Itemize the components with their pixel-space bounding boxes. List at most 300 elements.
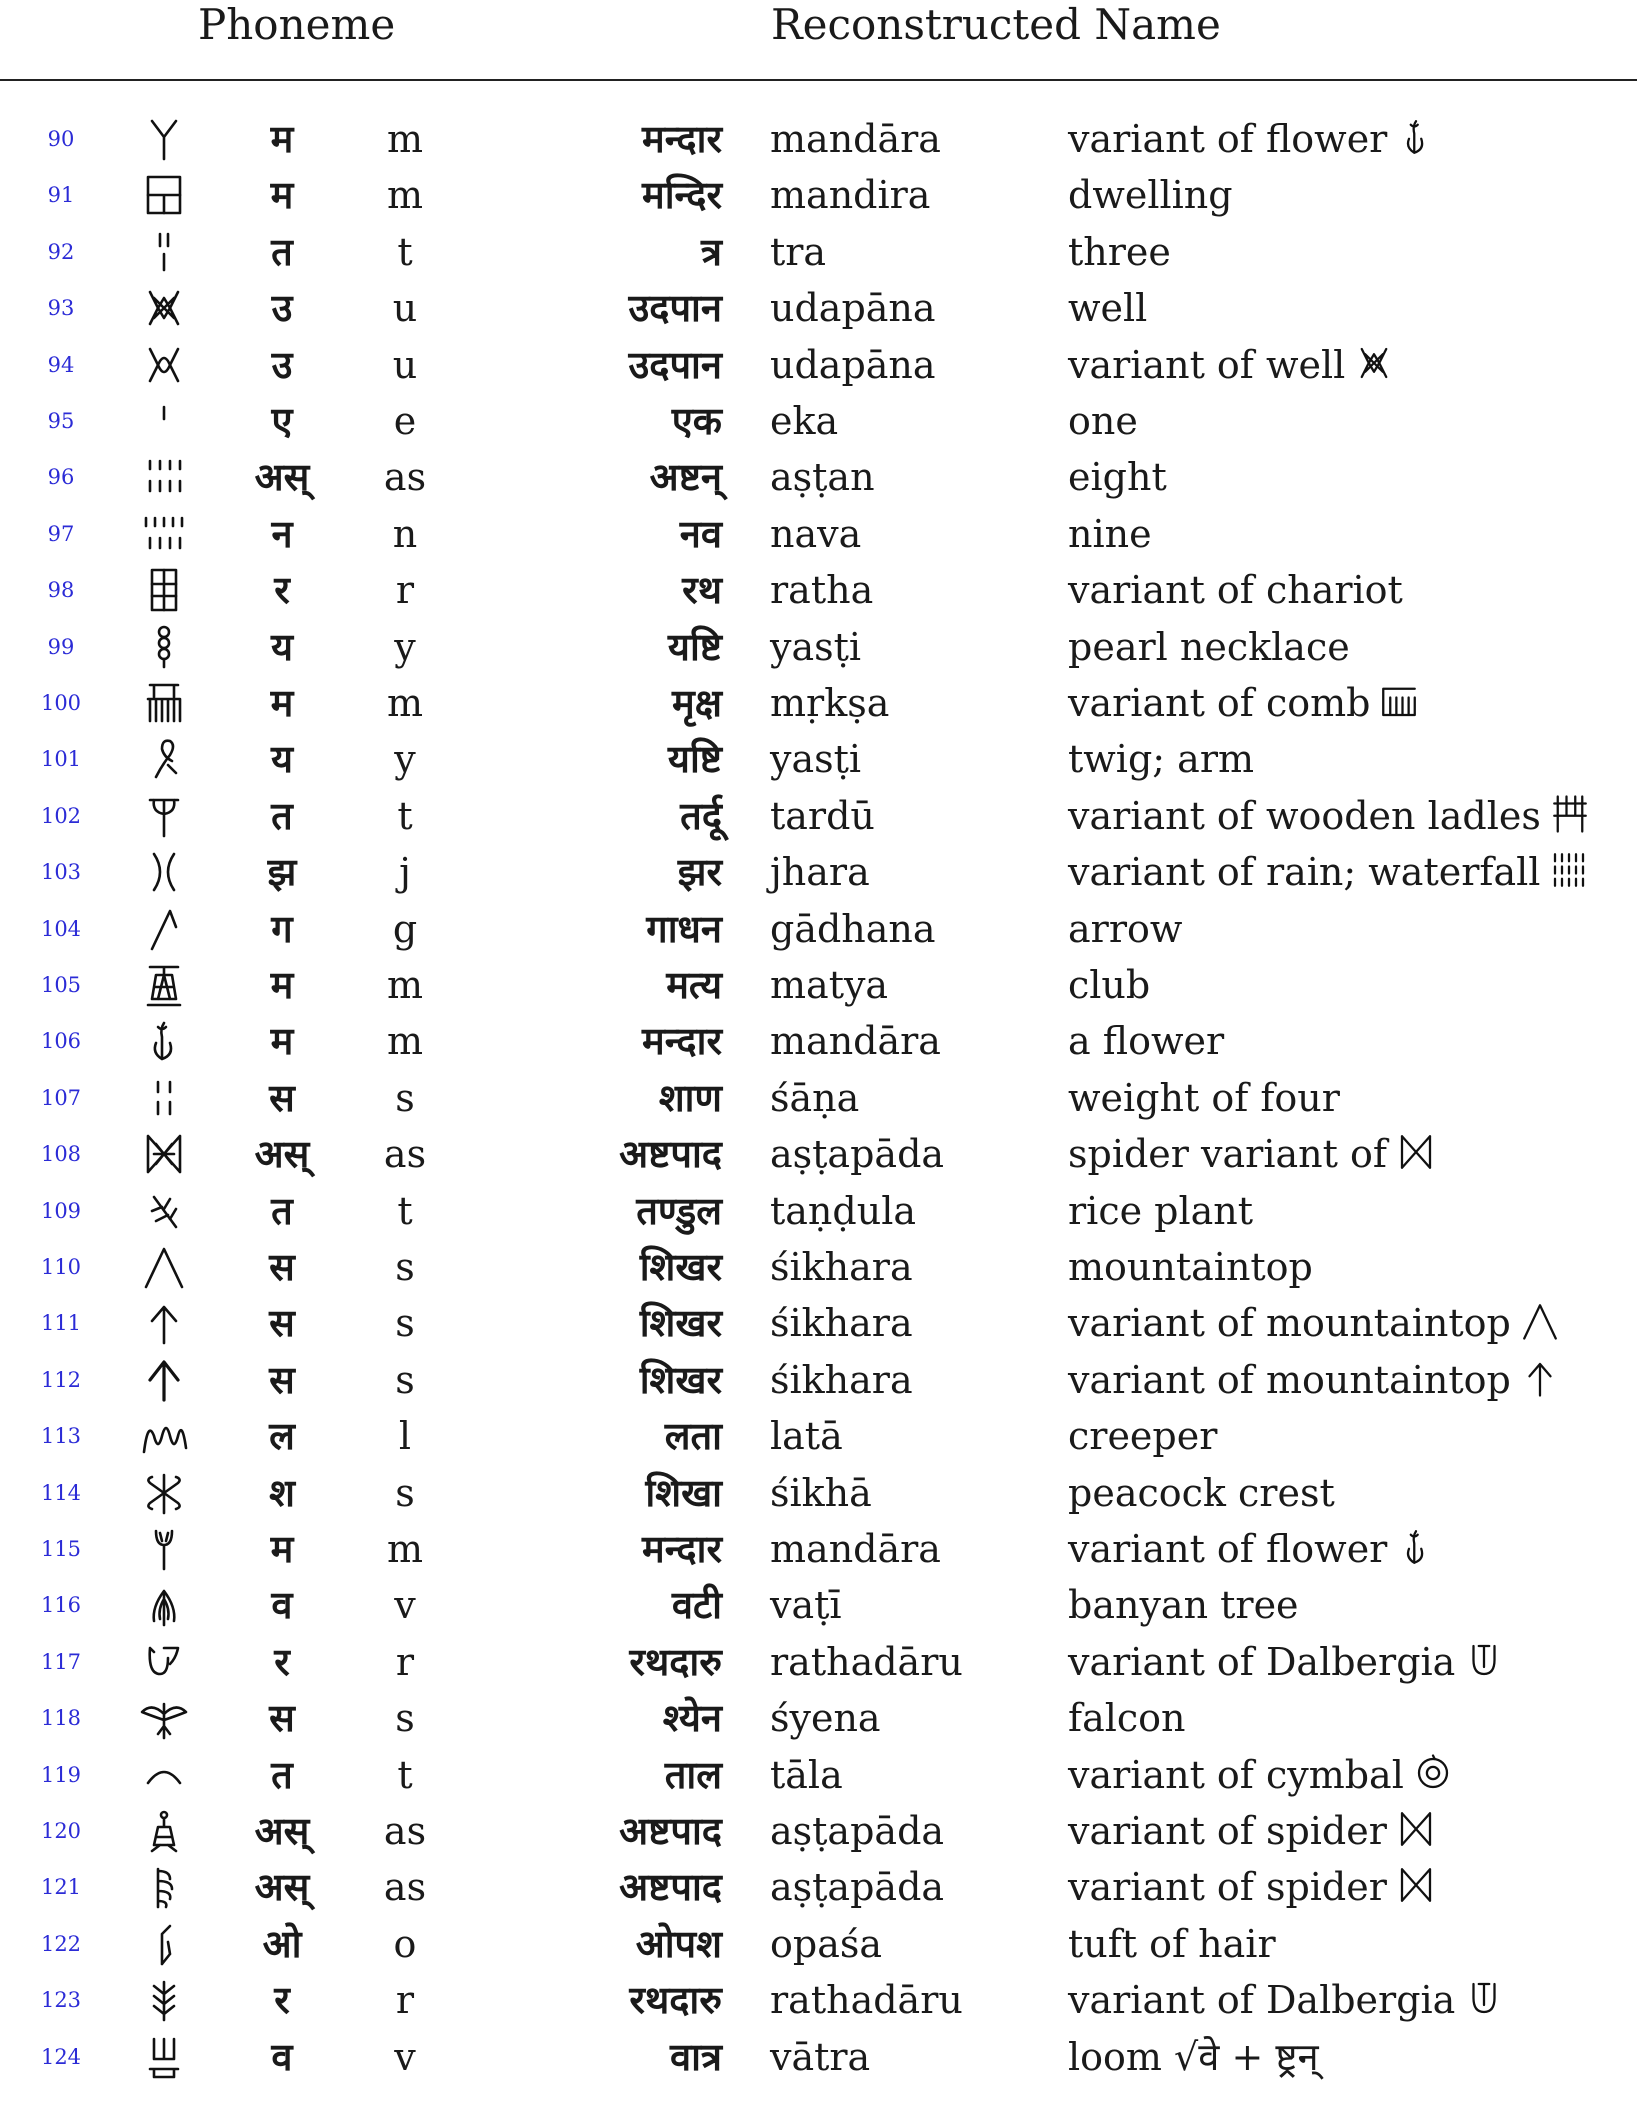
- meaning: [1068, 338, 1395, 392]
- four-strokes-icon: [140, 1074, 188, 1122]
- well-open-icon: [140, 341, 188, 389]
- sign-number-text: 117: [40, 1649, 82, 1674]
- sign-number-text: 96: [47, 465, 75, 490]
- phoneme-latin-text: r: [395, 1639, 415, 1684]
- sign-number: [30, 507, 92, 561]
- phoneme-latin-text: s: [395, 1357, 415, 1402]
- sign-number-text: 113: [40, 1424, 82, 1449]
- meaning: [1068, 112, 1437, 166]
- transliteration: [770, 338, 936, 392]
- sign-number: [30, 676, 92, 730]
- phoneme-latin: [360, 1748, 450, 1802]
- transliteration: [770, 1748, 843, 1802]
- sign-number-text: 111: [40, 1311, 82, 1336]
- sign-glyph: [130, 507, 198, 561]
- phoneme-devanagari-text: ओ: [262, 1921, 302, 1966]
- meaning: [1068, 1184, 1253, 1238]
- transliteration-text: nava: [770, 511, 862, 556]
- sanskrit-name: [540, 1409, 722, 1463]
- meaning: [1068, 1353, 1561, 1407]
- sign-glyph: [130, 1184, 198, 1238]
- meaning-text: one: [1068, 399, 1138, 443]
- meaning-text: variant of Dalbergia: [1068, 1978, 1456, 2023]
- rain-strokes-icon: [1548, 849, 1590, 891]
- sign-glyph: [130, 450, 198, 504]
- sign-glyph: [130, 620, 198, 674]
- phoneme-devanagari: [232, 1014, 332, 1068]
- boxed-grid-icon: [140, 171, 188, 219]
- table-row: [0, 1691, 1637, 1745]
- phoneme-latin: [360, 1917, 450, 1971]
- phoneme-devanagari-text: र: [274, 568, 290, 613]
- sanskrit-name-text: उदपान: [628, 286, 722, 331]
- meaning-text: banyan tree: [1068, 1583, 1299, 1628]
- transliteration: [770, 1296, 913, 1350]
- phoneme-latin: [360, 845, 450, 899]
- phoneme-latin: [360, 394, 450, 448]
- sanskrit-name-text: गाधन: [646, 906, 722, 951]
- phoneme-devanagari-text: न: [271, 511, 293, 556]
- transliteration: [770, 563, 873, 617]
- sign-number-text: 99: [47, 634, 75, 659]
- transliteration: [770, 2030, 870, 2084]
- phoneme-latin-text: n: [392, 511, 418, 556]
- well-hatched-icon: [1353, 342, 1395, 384]
- sign-glyph: [130, 1071, 198, 1125]
- meaning-text: three: [1068, 229, 1171, 274]
- meaning-text: variant of comb: [1068, 681, 1371, 725]
- table-row: [0, 563, 1637, 617]
- transliteration: [770, 789, 875, 843]
- sign-number: [30, 168, 92, 222]
- transliteration: [770, 507, 861, 561]
- meaning: [1068, 1804, 1437, 1858]
- table-row: [0, 1917, 1637, 1971]
- transliteration: [770, 1466, 872, 1520]
- phoneme-latin-text: s: [395, 1075, 415, 1120]
- meaning-text: mountaintop: [1068, 1245, 1313, 1289]
- table-row: [0, 281, 1637, 335]
- table-row: [0, 1014, 1637, 1068]
- phoneme-latin-text: r: [395, 1978, 415, 2023]
- transliteration-text: vātra: [770, 2034, 871, 2079]
- phoneme-latin-text: m: [386, 173, 424, 218]
- sanskrit-name-text: त्र: [701, 229, 722, 274]
- sanskrit-name: [540, 1014, 722, 1068]
- phoneme-latin-text: m: [386, 681, 424, 725]
- sanskrit-name: [540, 2030, 722, 2084]
- spider-icon: [1395, 1864, 1437, 1906]
- sign-number-text: 123: [40, 1988, 82, 2013]
- meaning-text: dwelling: [1068, 173, 1233, 218]
- sign-number: [30, 1973, 92, 2027]
- transliteration-text: vaṭī: [770, 1583, 842, 1628]
- phoneme-latin-text: u: [392, 286, 418, 331]
- phoneme-latin-text: m: [386, 1019, 424, 1064]
- sanskrit-name-text: अष्टन्: [649, 455, 722, 500]
- sign-glyph: [130, 394, 198, 448]
- table-row: [0, 394, 1637, 448]
- phoneme-latin-text: j: [399, 850, 411, 895]
- table-row: [0, 2030, 1637, 2084]
- phoneme-latin-text: y: [394, 737, 416, 782]
- phoneme-devanagari-text: उ: [271, 342, 293, 387]
- meaning-text: peacock crest: [1068, 1470, 1335, 1515]
- sign-glyph: [130, 676, 198, 730]
- phoneme-latin-text: s: [395, 1470, 415, 1515]
- sanskrit-name-text: रथदारु: [629, 1639, 722, 1684]
- transliteration: [770, 1014, 941, 1068]
- transliteration-text: aṣṭapāda: [770, 1809, 945, 1853]
- sanskrit-name-text: शिखा: [645, 1470, 722, 1515]
- sanskrit-name-text: झर: [677, 850, 722, 895]
- transliteration: [770, 1184, 916, 1238]
- sanskrit-name: [540, 168, 722, 222]
- phoneme-latin-text: t: [397, 1188, 413, 1233]
- mountaintop-icon: [140, 1243, 188, 1291]
- phoneme-devanagari-text: म: [270, 1527, 294, 1571]
- rain-brackets-icon: [140, 848, 188, 896]
- phoneme-latin: [360, 1466, 450, 1520]
- transliteration-text: gādhana: [770, 906, 936, 951]
- transliteration-text: mandāra: [770, 1019, 941, 1064]
- dalbergia-icon: [1463, 1639, 1505, 1681]
- phoneme-latin: [360, 338, 450, 392]
- meaning-text: well: [1068, 286, 1148, 331]
- transliteration: [770, 1409, 843, 1463]
- sanskrit-name: [540, 1296, 722, 1350]
- sanskrit-name: [540, 1804, 722, 1858]
- sign-number: [30, 1578, 92, 1632]
- phoneme-latin: [360, 620, 450, 674]
- transliteration-text: aṣṭapāda: [770, 1865, 945, 1910]
- sanskrit-name-text: वात्र: [670, 2034, 722, 2079]
- meaning: [1068, 1748, 1454, 1802]
- transliteration: [770, 902, 936, 956]
- phoneme-devanagari: [232, 2030, 332, 2084]
- meaning-text: variant of rain; waterfall: [1068, 850, 1541, 895]
- phoneme-devanagari: [232, 507, 332, 561]
- phoneme-latin: [360, 1184, 450, 1238]
- sanskrit-name-text: मन्दार: [641, 117, 722, 161]
- sanskrit-name-text: उदपान: [628, 342, 722, 387]
- transliteration-text: eka: [770, 399, 839, 443]
- sign-number-text: 95: [47, 409, 75, 433]
- transliteration: [770, 450, 875, 504]
- sanskrit-name: [540, 789, 722, 843]
- sanskrit-name: [540, 1466, 722, 1520]
- transliteration: [770, 281, 936, 335]
- phoneme-devanagari-text: म: [270, 1019, 294, 1064]
- sanskrit-name-text: शिखर: [639, 1357, 722, 1402]
- phoneme-latin: [360, 168, 450, 222]
- phoneme-latin-text: s: [395, 1245, 415, 1289]
- phoneme-devanagari: [232, 1466, 332, 1520]
- sanskrit-name-text: शाण: [658, 1075, 722, 1120]
- transliteration-text: latā: [770, 1414, 843, 1459]
- phoneme-latin-text: y: [394, 624, 416, 669]
- phoneme-devanagari: [232, 450, 332, 504]
- sanskrit-name-text: ताल: [664, 1752, 722, 1797]
- phoneme-devanagari-text: उ: [271, 286, 293, 331]
- sanskrit-name-text: मन्दार: [641, 1019, 722, 1064]
- table-row: [0, 1748, 1637, 1802]
- transliteration: [770, 1522, 941, 1576]
- sign-number: [30, 732, 92, 786]
- transliteration: [770, 1804, 944, 1858]
- sign-glyph: [130, 563, 198, 617]
- sign-number: [30, 1860, 92, 1914]
- transliteration: [770, 1127, 944, 1181]
- phoneme-devanagari-text: श: [269, 1470, 295, 1515]
- transliteration-text: aṣṭapāda: [770, 1132, 945, 1177]
- sign-number-text: 124: [40, 2044, 82, 2069]
- meaning: [1068, 1071, 1340, 1125]
- meaning: [1068, 281, 1147, 335]
- table-row: [0, 112, 1637, 166]
- phoneme-devanagari-text: ल: [269, 1414, 295, 1459]
- transliteration: [770, 1635, 963, 1689]
- transliteration-text: śikhara: [770, 1357, 913, 1402]
- spider-icon: [1395, 1131, 1437, 1173]
- transliteration-text: rathadāru: [770, 1639, 963, 1684]
- header-reconstructed-name: Reconstructed Name: [771, 0, 1221, 49]
- transliteration-text: taṇḍula: [770, 1188, 917, 1233]
- twig-arm-icon: [140, 735, 188, 783]
- transliteration-text: śikhara: [770, 1301, 913, 1346]
- phoneme-devanagari: [232, 789, 332, 843]
- meaning-text: a flower: [1068, 1019, 1225, 1064]
- transliteration: [770, 1973, 963, 2027]
- table-row: [0, 1804, 1637, 1858]
- single-stroke-icon: [140, 397, 188, 445]
- transliteration-text: rathadāru: [770, 1978, 963, 2023]
- table-row: [0, 902, 1637, 956]
- sign-number: [30, 1296, 92, 1350]
- transliteration-text: opaśa: [770, 1921, 883, 1966]
- phoneme-latin: [360, 1804, 450, 1858]
- phoneme-devanagari: [232, 1240, 332, 1294]
- transliteration-text: śikhara: [770, 1245, 913, 1289]
- sanskrit-name-text: नव: [679, 511, 722, 556]
- phoneme-devanagari-text: त: [271, 1752, 293, 1797]
- phoneme-latin-text: r: [395, 568, 415, 613]
- table-row: [0, 1184, 1637, 1238]
- table-row: [0, 1635, 1637, 1689]
- meaning-text: variant of cymbal: [1068, 1752, 1404, 1797]
- phoneme-devanagari-text: अस्: [254, 1865, 310, 1910]
- phoneme-devanagari: [232, 845, 332, 899]
- transliteration: [770, 845, 870, 899]
- sanskrit-name: [540, 394, 722, 448]
- transliteration-text: śikhā: [770, 1470, 872, 1515]
- phoneme-latin-text: as: [383, 1865, 427, 1910]
- transliteration-text: tra: [770, 229, 827, 274]
- sign-glyph: [130, 1014, 198, 1068]
- transliteration: [770, 168, 930, 222]
- sign-number-text: 114: [40, 1480, 82, 1505]
- table-row: [0, 1973, 1637, 2027]
- sign-number-text: 91: [47, 183, 75, 208]
- sign-number-text: 90: [47, 127, 75, 151]
- phoneme-devanagari-text: अस्: [254, 1132, 310, 1177]
- chariot-box-icon: [140, 566, 188, 614]
- meaning: [1068, 1296, 1561, 1350]
- table-row: [0, 1071, 1637, 1125]
- meaning-text: arrow: [1068, 906, 1183, 951]
- transliteration-text: śyena: [770, 1696, 881, 1741]
- branch-y-icon: [140, 115, 188, 163]
- phoneme-devanagari: [232, 1578, 332, 1632]
- sanskrit-name: [540, 1240, 722, 1294]
- club-icon: [140, 961, 188, 1009]
- sign-number: [30, 620, 92, 674]
- phoneme-devanagari: [232, 1860, 332, 1914]
- sign-number-text: 104: [40, 916, 82, 941]
- transliteration: [770, 958, 888, 1012]
- phoneme-latin: [360, 1522, 450, 1576]
- sanskrit-name-text: अष्टपाद: [619, 1809, 722, 1853]
- sign-number: [30, 1409, 92, 1463]
- sanskrit-name: [540, 620, 722, 674]
- transliteration: [770, 732, 861, 786]
- table-row: [0, 789, 1637, 843]
- table-row: [0, 168, 1637, 222]
- arc-icon: [140, 1751, 188, 1799]
- meaning: [1068, 1127, 1437, 1181]
- table-row: [0, 732, 1637, 786]
- table-row: [0, 620, 1637, 674]
- dalbergia-cup-icon: [140, 1638, 188, 1686]
- sanskrit-name-text: यष्टि: [667, 624, 722, 669]
- sanskrit-name-text: लता: [664, 1414, 722, 1459]
- transliteration: [770, 1578, 842, 1632]
- sign-glyph: [130, 789, 198, 843]
- meaning-text: spider variant of: [1068, 1132, 1387, 1177]
- sanskrit-name: [540, 1917, 722, 1971]
- phoneme-latin: [360, 1353, 450, 1407]
- sign-glyph: [130, 732, 198, 786]
- transliteration: [770, 225, 826, 279]
- table-row: [0, 958, 1637, 1012]
- arrow-angle-icon: [140, 905, 188, 953]
- arrow-up-thin-icon: [1519, 1357, 1561, 1399]
- ladle-icon: [140, 792, 188, 840]
- sign-number-text: 110: [40, 1255, 82, 1279]
- phoneme-latin-text: as: [383, 455, 427, 500]
- table-row: [0, 1127, 1637, 1181]
- phoneme-latin: [360, 1240, 450, 1294]
- sign-glyph: [130, 168, 198, 222]
- sign-number: [30, 1014, 92, 1068]
- phoneme-latin: [360, 112, 450, 166]
- phoneme-latin-text: l: [398, 1414, 412, 1459]
- phoneme-latin: [360, 902, 450, 956]
- phoneme-devanagari: [232, 281, 332, 335]
- table-row: [0, 507, 1637, 561]
- phoneme-devanagari: [232, 1522, 332, 1576]
- meaning: [1068, 1578, 1299, 1632]
- phoneme-devanagari: [232, 1127, 332, 1181]
- phoneme-latin-text: o: [393, 1921, 417, 1966]
- phoneme-devanagari: [232, 1804, 332, 1858]
- sign-glyph: [130, 1296, 198, 1350]
- sanskrit-name-text: मृक्ष: [672, 681, 722, 725]
- phoneme-devanagari-text: म: [270, 681, 294, 725]
- peacock-crest-icon: [140, 1469, 188, 1517]
- meaning-text: variant of flower: [1068, 117, 1388, 161]
- nine-strokes-icon: [140, 510, 188, 558]
- sign-number-text: 120: [40, 1819, 82, 1843]
- meaning-text: variant of flower: [1068, 1527, 1388, 1571]
- spider-curl-icon: [140, 1863, 188, 1911]
- sign-number: [30, 1748, 92, 1802]
- sign-glyph: [130, 1804, 198, 1858]
- phoneme-latin: [360, 225, 450, 279]
- phoneme-latin: [360, 1578, 450, 1632]
- spider-icon: [1395, 1808, 1437, 1850]
- sign-glyph: [130, 281, 198, 335]
- sign-number-text: 122: [40, 1931, 82, 1956]
- phoneme-devanagari-text: स: [269, 1696, 295, 1741]
- phoneme-devanagari: [232, 1071, 332, 1125]
- sign-glyph: [130, 2030, 198, 2084]
- transliteration-text: śāṇa: [770, 1075, 860, 1120]
- sign-number-text: 119: [40, 1762, 82, 1787]
- sign-number: [30, 281, 92, 335]
- phoneme-devanagari-text: य: [270, 737, 294, 782]
- meaning-text: variant of chariot: [1068, 568, 1403, 613]
- transliteration-text: ratha: [770, 568, 874, 613]
- meaning-text: eight: [1068, 455, 1167, 500]
- transliteration: [770, 620, 861, 674]
- phoneme-latin: [360, 1635, 450, 1689]
- creeper-wave-icon: [140, 1412, 188, 1460]
- dalbergia-icon: [1463, 1977, 1505, 2019]
- phoneme-devanagari-text: अस्: [254, 455, 310, 500]
- phoneme-devanagari-text: व: [271, 2034, 293, 2079]
- phoneme-devanagari-text: र: [274, 1978, 290, 2023]
- sign-number: [30, 1353, 92, 1407]
- meaning-text: variant of spider: [1068, 1865, 1387, 1910]
- meaning: [1068, 1409, 1217, 1463]
- well-hatched-icon: [140, 284, 188, 332]
- sign-number-text: 105: [40, 973, 82, 997]
- phoneme-devanagari-text: म: [270, 117, 294, 161]
- sign-number: [30, 1635, 92, 1689]
- sanskrit-name: [540, 902, 722, 956]
- sign-glyph: [130, 902, 198, 956]
- sanskrit-name: [540, 732, 722, 786]
- sanskrit-name: [540, 1184, 722, 1238]
- phoneme-devanagari-text: स: [269, 1245, 295, 1289]
- flower-stem-icon: [140, 1525, 188, 1573]
- phoneme-devanagari-text: म: [270, 173, 294, 218]
- phoneme-latin: [360, 1127, 450, 1181]
- sanskrit-name: [540, 112, 722, 166]
- meaning: [1068, 845, 1590, 899]
- sign-glyph: [130, 112, 198, 166]
- phoneme-devanagari-text: त: [271, 793, 293, 838]
- sign-number-text: 103: [40, 860, 82, 885]
- sign-glyph: [130, 1409, 198, 1463]
- sanskrit-name-text: अष्टपाद: [619, 1865, 722, 1910]
- phoneme-latin: [360, 958, 450, 1012]
- transliteration: [770, 1691, 881, 1745]
- sign-glyph: [130, 1353, 198, 1407]
- transliteration-text: mandāra: [770, 117, 941, 161]
- meaning: [1068, 2030, 1319, 2084]
